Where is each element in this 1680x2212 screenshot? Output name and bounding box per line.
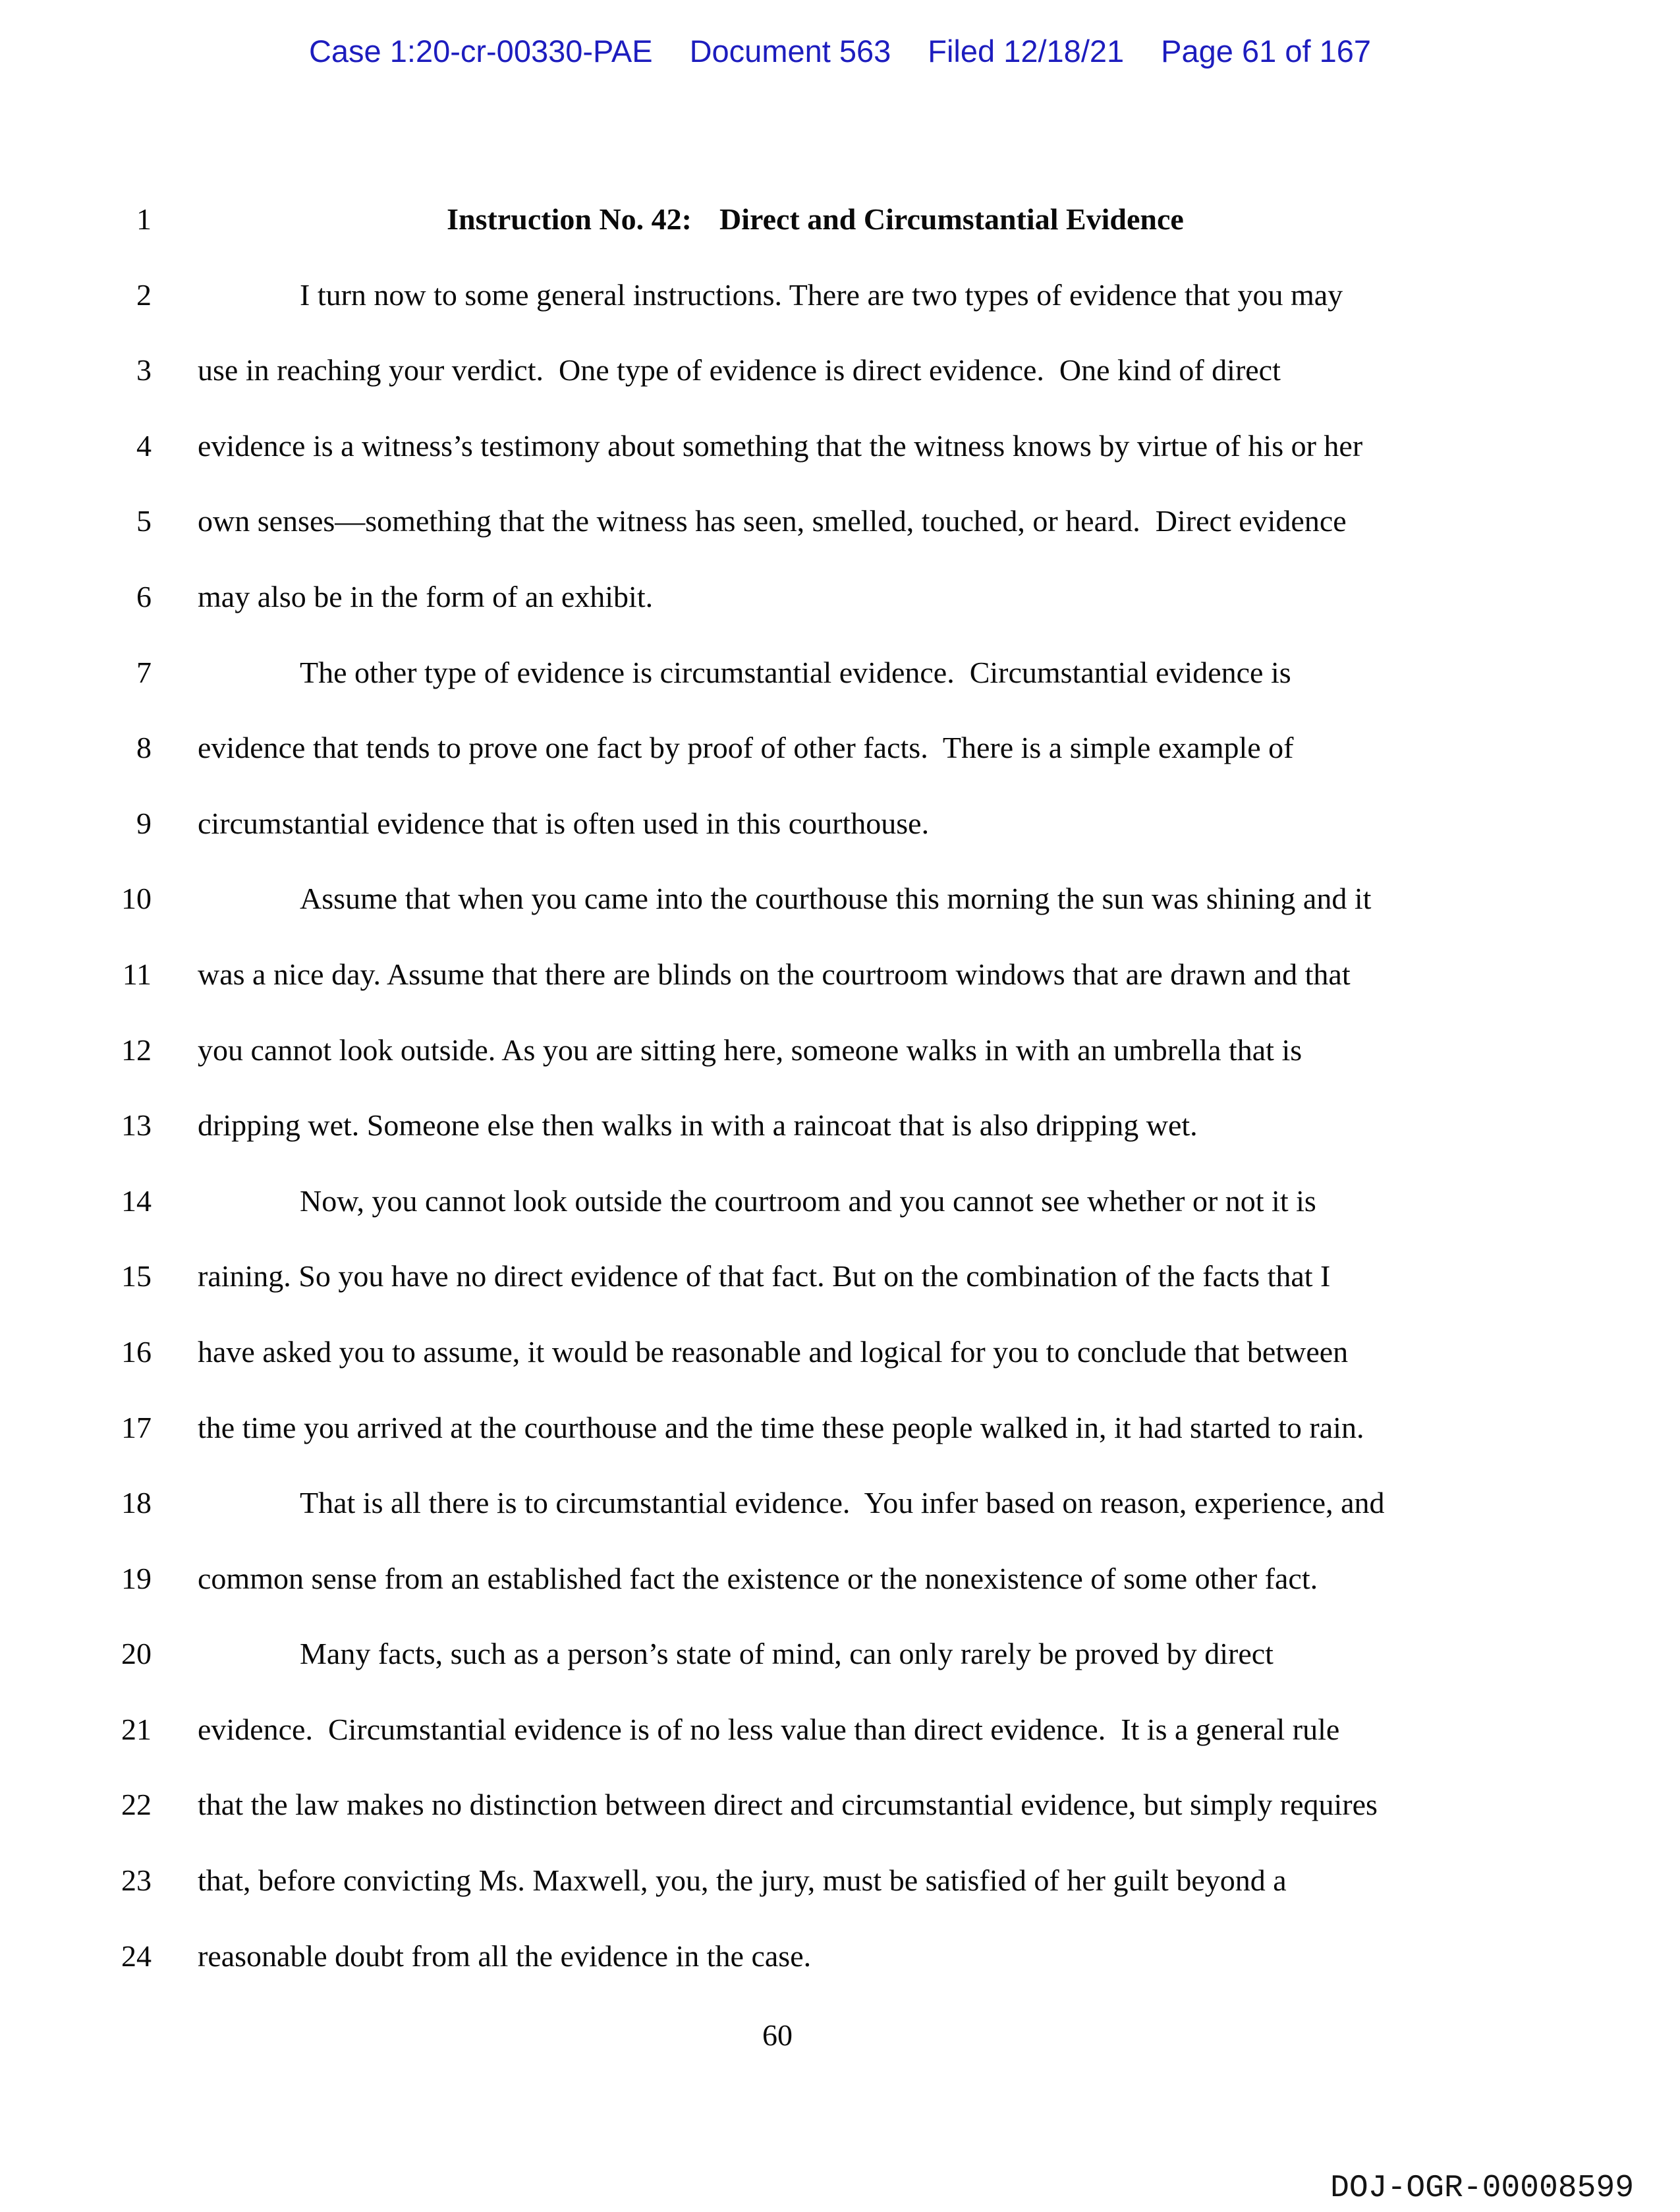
line-number: 6 (136, 579, 152, 613)
transcript-line (0, 353, 1680, 429)
line-number: 20 (121, 1637, 152, 1671)
line-number: 15 (121, 1259, 152, 1293)
line-number: 13 (121, 1108, 152, 1143)
transcript-line (0, 1411, 1680, 1487)
transcript-line (0, 1184, 1680, 1260)
line-text: evidence is a witness’s testimony about something that the witness knows by virtue of his or her (198, 428, 1363, 463)
transcript-body (0, 202, 1680, 2014)
bates-number: DOJ-OGR-00008599 (1330, 2170, 1634, 2206)
line-number: 8 (136, 731, 152, 765)
line-text: you cannot look outside. As you are sitting here, someone walks in with an umbrella that is (198, 1033, 1302, 1067)
transcript-line (0, 429, 1680, 505)
line-number: 7 (136, 655, 152, 689)
line-text: Assume that when you came into the courthouse this morning the sun was shining and it (300, 882, 1372, 916)
transcript-line (0, 1713, 1680, 1788)
line-text: that the law makes no distinction between direct and circumstantial evidence, but simply requires (198, 1788, 1378, 1822)
transcript-line (0, 807, 1680, 882)
instruction-title-subject: Direct and Circumstantial Evidence (719, 202, 1184, 236)
transcript-line (0, 656, 1680, 731)
transcript-line (0, 1335, 1680, 1411)
page-number: 60 (762, 2018, 793, 2052)
line-text: Now, you cannot look outside the courtroom and you cannot see whether or not it is (300, 1183, 1316, 1218)
transcript-line (0, 1562, 1680, 1637)
line-text: circumstantial evidence that is often used in this courthouse. (198, 806, 930, 840)
line-text: the time you arrived at the courthouse and the time these people walked in, it had started to rain. (198, 1410, 1364, 1444)
line-number: 18 (121, 1486, 152, 1520)
line-number: 21 (121, 1712, 152, 1746)
transcript-line (0, 278, 1680, 354)
transcript-line (0, 1108, 1680, 1184)
line-number: 9 (136, 806, 152, 840)
line-number: 22 (121, 1788, 152, 1822)
transcript-line (0, 957, 1680, 1033)
transcript-line (0, 882, 1680, 957)
line-text: reasonable doubt from all the evidence in the case. (198, 1939, 812, 1973)
transcript-line (0, 731, 1680, 807)
line-text: was a nice day. Assume that there are blinds on the courtroom windows that are drawn and that (198, 957, 1351, 991)
line-text: may also be in the form of an exhibit. (198, 579, 654, 613)
line-number: 5 (136, 504, 152, 538)
line-number: 23 (121, 1863, 152, 1898)
line-text: common sense from an established fact the existence or the nonexistence of some other fact. (198, 1561, 1318, 1595)
line-number: 24 (121, 1939, 152, 1973)
transcript-line (0, 504, 1680, 580)
line-text: That is all there is to circumstantial evidence. You infer based on reason, experience, and (300, 1486, 1385, 1520)
header-case-number: Case 1:20-cr-00330-PAE (308, 34, 653, 69)
line-text: evidence. Circumstantial evidence is of no less value than direct evidence. It is a general rule (198, 1712, 1340, 1746)
line-text: own senses—something that the witness has seen, smelled, touched, or heard. Direct evidence (198, 504, 1347, 538)
line-text: have asked you to assume, it would be reasonable and logical for you to conclude that between (198, 1334, 1349, 1369)
transcript-line (0, 1033, 1680, 1109)
line-number: 16 (121, 1334, 152, 1369)
transcript-line (0, 580, 1680, 656)
line-number: 12 (121, 1033, 152, 1067)
line-text: that, before convicting Ms. Maxwell, you, the jury, must be satisfied of her guilt beyond a (198, 1863, 1287, 1898)
line-text: Many facts, such as a person’s state of mind, can only rarely be proved by direct (300, 1637, 1274, 1671)
header-filed-date: Filed 12/18/21 (928, 34, 1125, 69)
line-text: evidence that tends to prove one fact by proof of other facts. There is a simple example of (198, 731, 1294, 765)
instruction-title-label: Instruction No. 42: (447, 202, 692, 236)
instruction-title (152, 202, 1479, 237)
line-number: 2 (136, 277, 152, 312)
ecf-header-stamp (0, 33, 1680, 69)
header-document-number: Document 563 (689, 34, 891, 69)
transcript-line (0, 1486, 1680, 1562)
transcript-line (0, 202, 1680, 278)
transcript-line (0, 1863, 1680, 1939)
header-page-of: Page 61 of 167 (1161, 34, 1372, 69)
line-text: dripping wet. Someone else then walks in with a raincoat that is also dripping wet. (198, 1108, 1198, 1143)
transcript-line (0, 1939, 1680, 2015)
line-number: 10 (121, 882, 152, 916)
line-number: 19 (121, 1561, 152, 1595)
transcript-line (0, 1259, 1680, 1335)
line-number: 14 (121, 1183, 152, 1218)
transcript-line (0, 1788, 1680, 1863)
line-number: 11 (122, 957, 152, 991)
line-text: raining. So you have no direct evidence of that fact. But on the combination of the facts that I (198, 1259, 1331, 1293)
line-number: 4 (136, 428, 152, 463)
line-text: use in reaching your verdict. One type of evidence is direct evidence. One kind of direct (198, 353, 1281, 387)
line-text: I turn now to some general instructions. There are two types of evidence that you may (300, 277, 1343, 312)
line-text: The other type of evidence is circumstantial evidence. Circumstantial evidence is (300, 655, 1291, 689)
transcript-line (0, 1637, 1680, 1713)
line-number: 3 (136, 353, 152, 387)
line-number: 17 (121, 1410, 152, 1444)
line-number: 1 (136, 202, 152, 236)
